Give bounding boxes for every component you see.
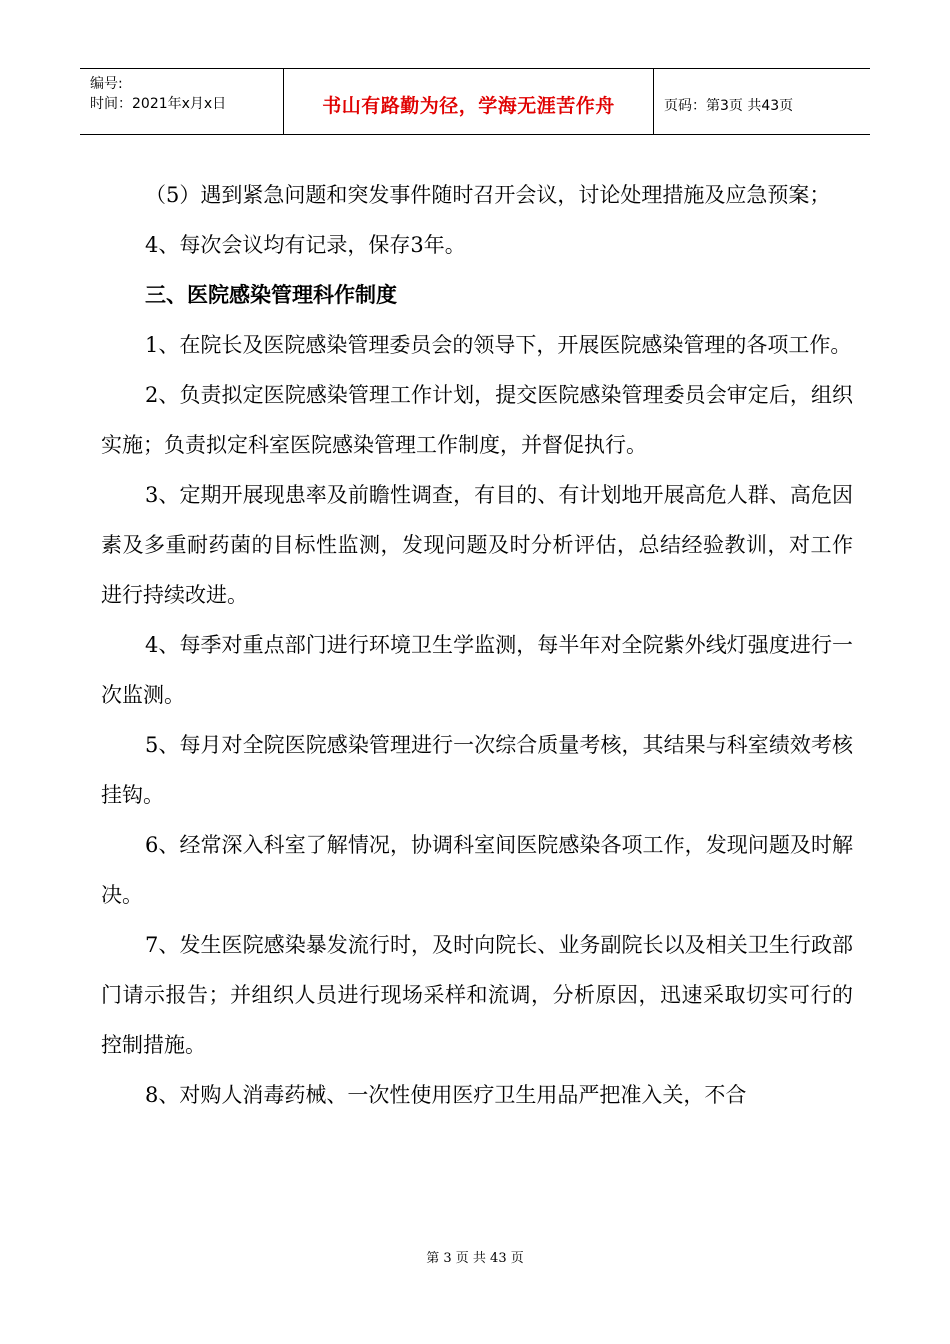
number-label: 编号: <box>90 76 123 92</box>
paragraph: 1、在院长及医院感染管理委员会的领导下，开展医院感染管理的各项工作。 <box>145 333 852 357</box>
header-info-cell <box>80 69 284 134</box>
header-motto-cell <box>284 69 654 134</box>
document-header <box>80 68 870 135</box>
paragraph: 7、发生医院感染暴发流行时，及时向院长、业务副院长以及相关卫生行政部门请示报告；并组织人员进行现场采样和流调，分析原因，迅速采取切实可行的控制措施。 <box>101 933 853 1057</box>
motto-text: 书山有路勤为径，学海无涯苦作舟 <box>322 95 615 117</box>
paragraph: 5、每月对全院医院感染管理进行一次综合质量考核，其结果与科室绩效考核挂钩。 <box>101 733 853 807</box>
paragraph: 3、定期开展现患率及前瞻性调查，有目的、有计划地开展高危人群、高危因素及多重耐药菌的目标性监测，发现问题及时分析评估，总结经验教训，对工作进行持续改进。 <box>101 483 853 607</box>
page-code: 页码：第3页 共43页 <box>664 98 794 114</box>
paragraph: 6、经常深入科室了解情况，协调科室间医院感染各项工作，发现问题及时解决。 <box>101 833 853 907</box>
paragraph: 2、负责拟定医院感染管理工作计划，提交医院感染管理委员会审定后，组织实施；负责拟定科室医院感染管理工作制度，并督促执行。 <box>101 383 853 457</box>
time-label: 时间：2021年x月x日 <box>90 96 227 112</box>
page-footer: 第 3 页 共 43 页 <box>426 1251 524 1266</box>
header-page-cell <box>654 69 870 134</box>
paragraph: （5）遇到紧急问题和突发事件随时召开会议，讨论处理措施及应急预案； <box>145 183 831 207</box>
paragraph: 4、每季对重点部门进行环境卫生学监测，每半年对全院紫外线灯强度进行一次监测。 <box>101 633 853 707</box>
paragraph: 8、对购人消毒药械、一次性使用医疗卫生用品严把准入关，不合 <box>145 1083 747 1107</box>
section-heading: 三、医院感染管理科作制度 <box>145 283 397 307</box>
paragraph: 4、每次会议均有记录，保存3年。 <box>145 233 466 257</box>
document-body <box>101 170 853 1120</box>
